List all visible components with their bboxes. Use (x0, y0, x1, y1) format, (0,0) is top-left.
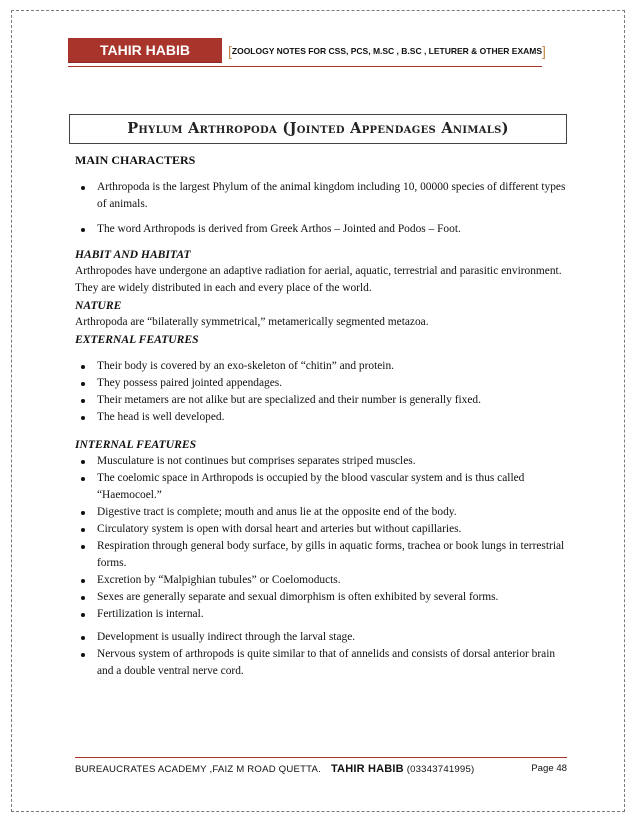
list-item: Development is usually indirect through the larval stage. (75, 629, 567, 646)
list-item: Digestive tract is complete; mouth and anus lie at the opposite end of the body. (75, 504, 567, 521)
document-body (75, 152, 567, 680)
list-item: The coelomic space in Arthropods is occupied by the blood vascular system and is thus called “Haemocoel.” (75, 470, 567, 504)
list-item: Musculature is not continues but comprises separates striped muscles. (75, 453, 567, 470)
list-item: Sexes are generally separate and sexual dimorphism is often exhibited by several forms. (75, 589, 567, 606)
heading-main-characters: MAIN CHARACTERS (75, 153, 196, 167)
header-subtitle (228, 43, 546, 59)
heading-nature: NATURE (75, 299, 122, 312)
heading-habit-habitat: HABIT AND HABITAT (75, 248, 191, 261)
external-features-list (75, 358, 567, 426)
footer-academy: BUREAUCRATES ACADEMY ,FAIZ M ROAD QUETTA. (75, 764, 321, 775)
list-item: Excretion by “Malpighian tubules” or Coelomoducts. (75, 572, 567, 589)
list-item: The head is well developed. (75, 409, 567, 426)
header-subtitle-text: ZOOLOGY NOTES FOR CSS, PCS, M.SC , B.SC , LETURER & OTHER EXAMS (231, 46, 543, 56)
page-title: Phylum Arthropoda (Jointed Appendages Animals) (69, 114, 567, 144)
list-item: Nervous system of arthropods is quite similar to that of annelids and consists of dorsal anterior brain and a double ventral nerve cord. (75, 646, 567, 680)
footer-rule (75, 757, 567, 758)
list-item: Arthropoda is the largest Phylum of the animal kingdom including 10, 00000 species of different types of animals. (75, 179, 567, 213)
habit-habitat-text: Arthropodes have undergone an adaptive radiation for aerial, aquatic, terrestrial and parasitic environment. They are widely distributed in each and every place of the world. (75, 265, 562, 294)
list-item: Fertilization is internal. (75, 606, 567, 623)
list-item: Respiration through general body surface, by gills in aquatic forms, trachea or book lungs in terrestrial forms. (75, 538, 567, 572)
nature-text: Arthropoda are “bilaterally symmetrical,” metamerically segmented metazoa. (75, 316, 429, 328)
header-bracket-close: ] (542, 43, 546, 59)
page-number: Page 48 (531, 763, 567, 774)
page-header (68, 38, 546, 68)
footer-author: TAHIR HABIB (330, 763, 404, 775)
header-bracket-open: [ (228, 43, 232, 59)
heading-external-features: EXTERNAL FEATURES (75, 333, 199, 346)
header-author-badge: TAHIR HABIB (68, 38, 222, 62)
footer-left (75, 763, 474, 775)
main-characters-list (75, 179, 567, 238)
footer-phone: (03343741995) (406, 764, 475, 775)
internal-features-list-continued (75, 629, 567, 680)
list-item: Circulatory system is open with dorsal heart and arteries but without capillaries. (75, 521, 567, 538)
list-item: They possess paired jointed appendages. (75, 375, 567, 392)
heading-internal-features: INTERNAL FEATURES (75, 438, 197, 451)
page-footer (75, 757, 567, 775)
list-item: Their metamers are not alike but are specialized and their number is generally fixed. (75, 392, 567, 409)
internal-features-list (75, 453, 567, 623)
list-item: Their body is covered by an exo-skeleton of “chitin” and protein. (75, 358, 567, 375)
list-item: The word Arthropods is derived from Greek Arthos – Jointed and Podos – Foot. (75, 221, 567, 238)
header-rule (68, 66, 542, 67)
